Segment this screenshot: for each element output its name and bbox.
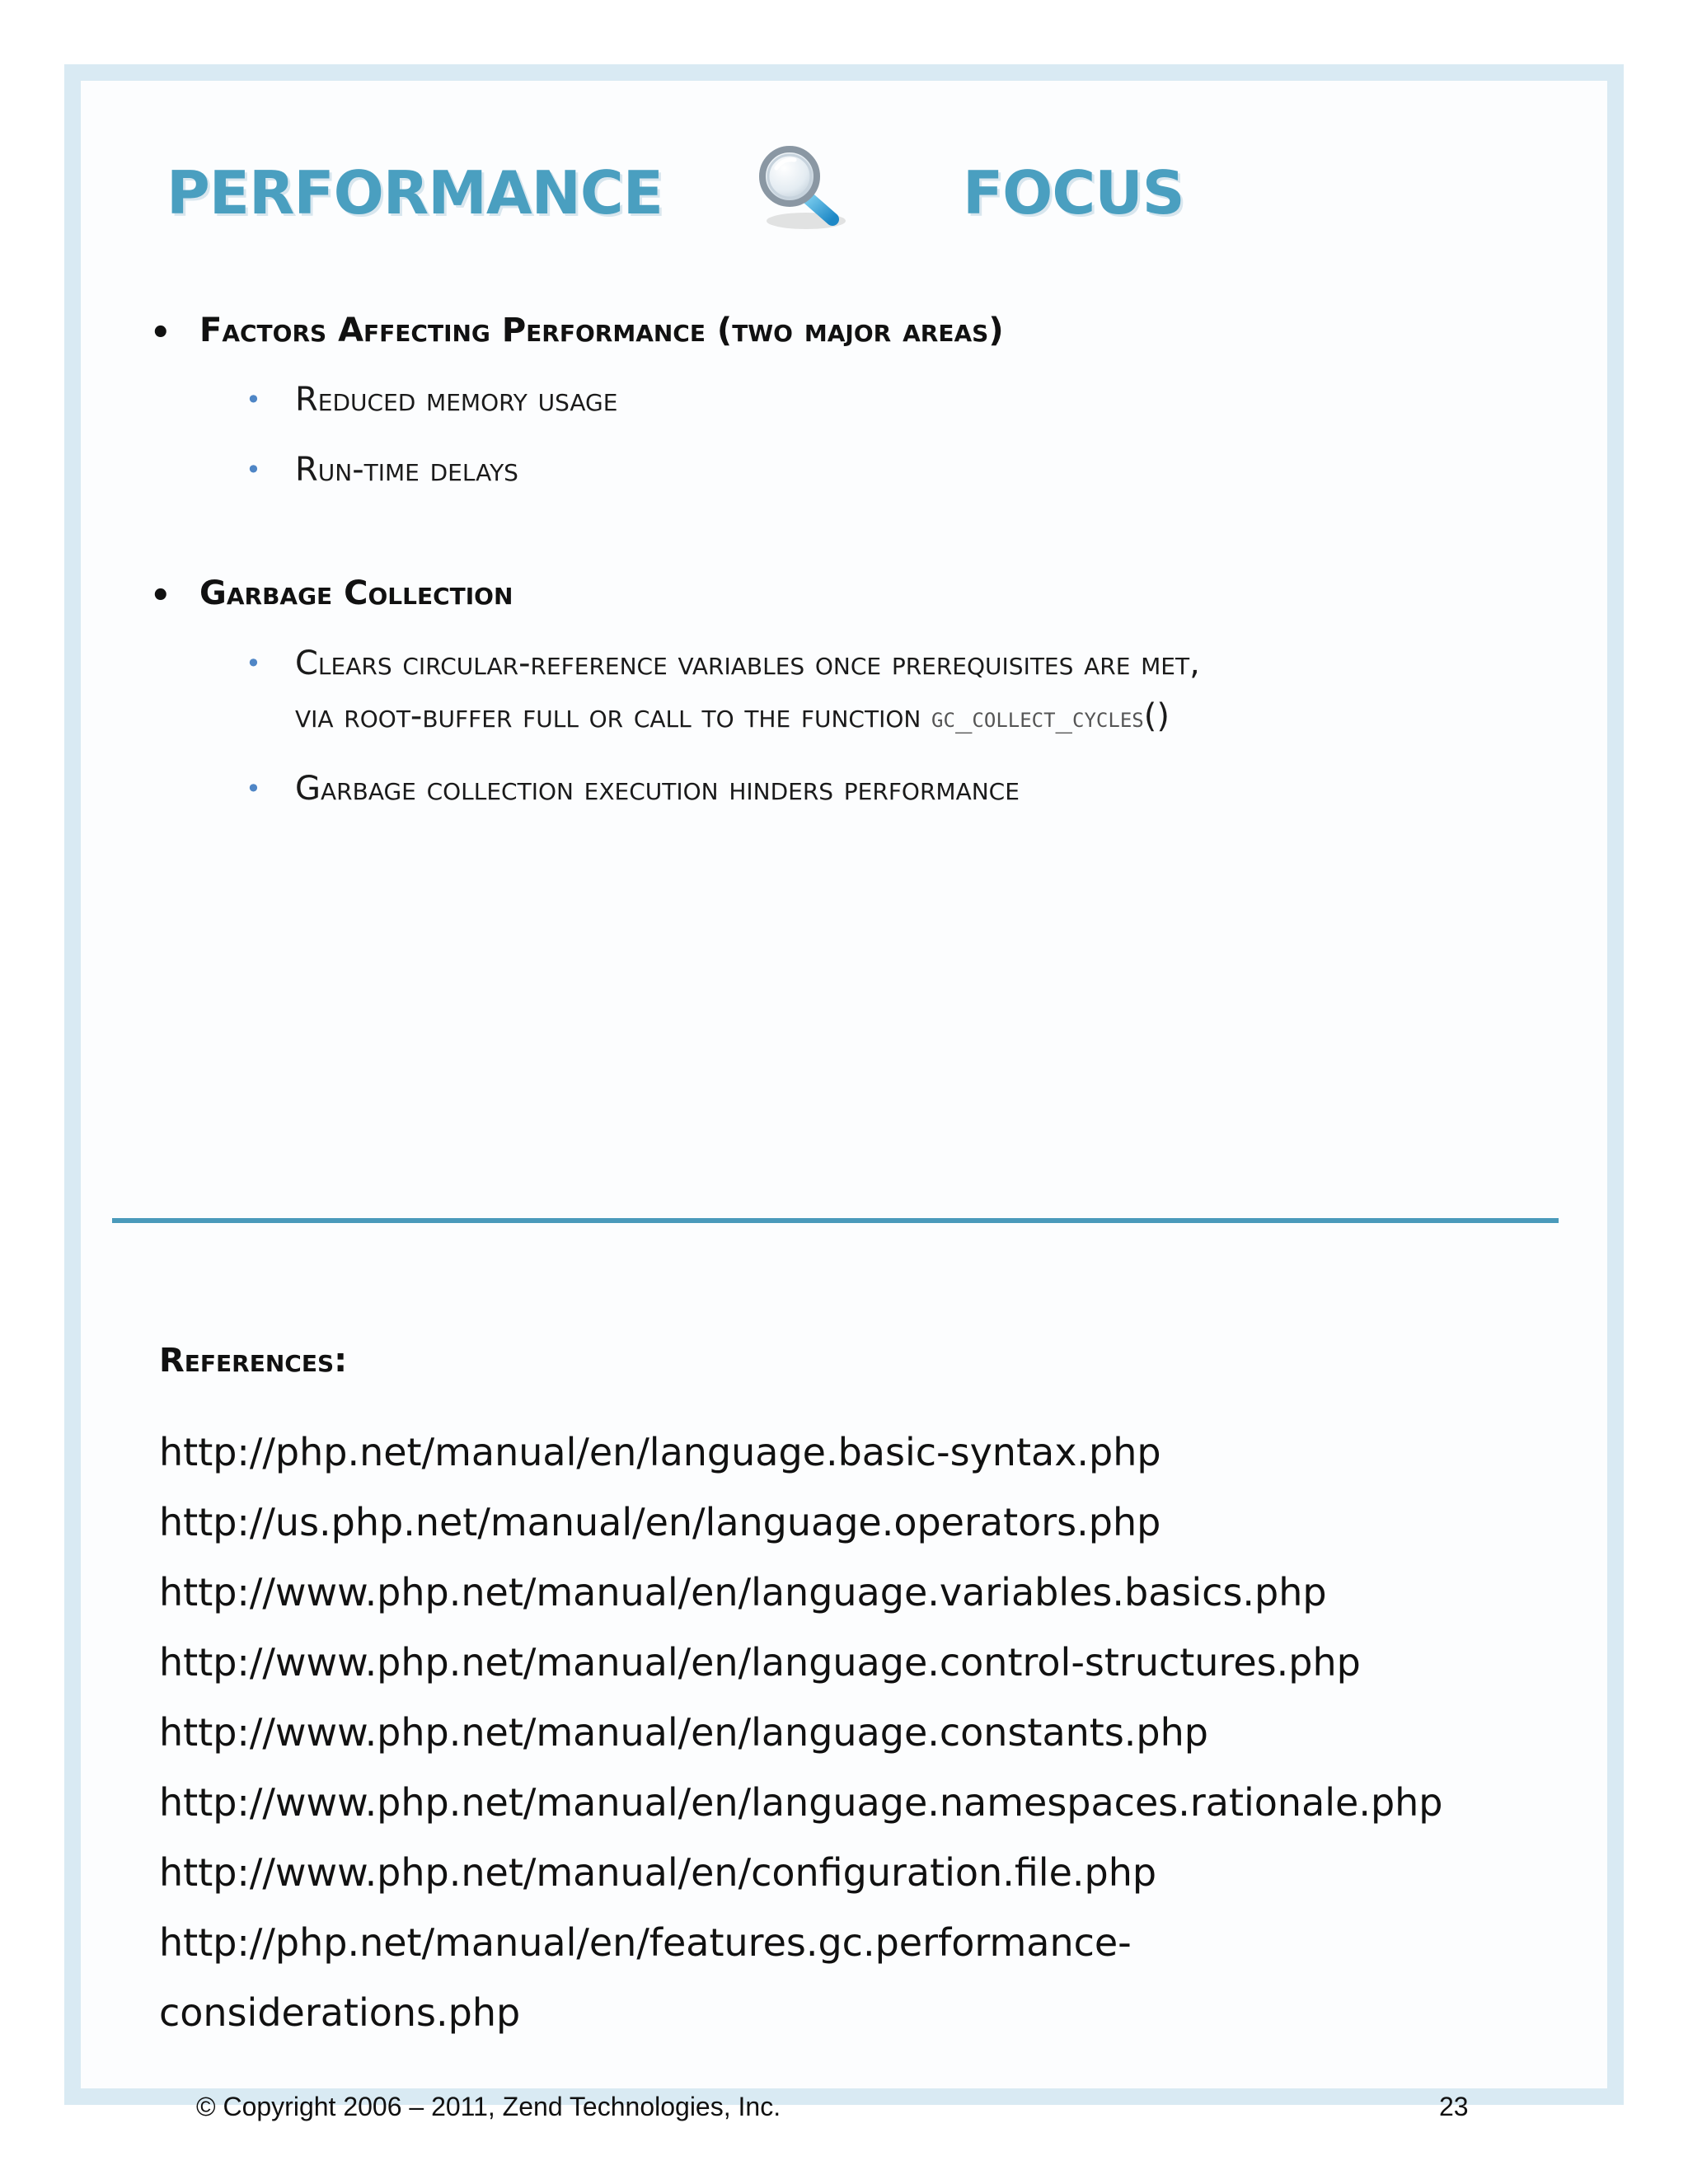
references-heading: References: xyxy=(159,1342,348,1380)
page-title-right: FOCUS xyxy=(963,158,1184,227)
list-item-line: via root-buffer full or call to the function xyxy=(295,697,932,735)
reference-link[interactable]: http://php.net/manual/en/language.basic-syntax.php xyxy=(159,1430,1161,1474)
bullet-icon: • xyxy=(150,577,171,615)
bullet-icon: • xyxy=(246,773,261,804)
page-title-left: PERFORMANCE xyxy=(166,158,663,227)
reference-link-continuation[interactable]: considerations.php xyxy=(159,1990,521,2035)
references-list xyxy=(159,1418,1560,2048)
code-suffix: () xyxy=(1143,697,1170,735)
reference-link[interactable]: http://www.php.net/manual/en/language.constants.php xyxy=(159,1710,1208,1755)
list-item-line: Clears circular-reference variables once prerequisites are met, xyxy=(295,644,1200,682)
reference-link[interactable]: http://www.php.net/manual/en/configuration.file.php xyxy=(159,1850,1157,1895)
reference-link[interactable]: http://www.php.net/manual/en/language.namespaces.rationale.php xyxy=(159,1780,1443,1825)
section-divider xyxy=(112,1218,1559,1223)
bullet-icon: • xyxy=(246,384,261,415)
page-frame: PERFORMANCE FOCUS • Factors Affecting Performance (two major areas) • Reduced memory usage • Run-time delays • Garbage Collection • Clears circular-reference variables once prerequisites are met, via root-buffer full or call to the function gc_collect_cycles() • Garbage collection execution hinders performance References: http://php.net/manual/en/language.basic-syntax.php http://us.php.net/manual/en/language.operators.php http://www.php.net/manual/en/language.variables.basics.php http://www.php.net/manual/en/language.control-structures.php http://www.php.net/manual/en/language.constants.php http://www.php.net/manual/en/language.namespaces.rationale.php http://www.php.net/manual/en/configuration.file.php http://php.net/manual/en/features.gc.performance- considerations.php xyxy=(64,64,1624,2105)
reference-link[interactable]: http://www.php.net/manual/en/language.variables.basics.php xyxy=(159,1570,1327,1615)
bullet-icon: • xyxy=(246,648,261,679)
reference-link[interactable]: http://php.net/manual/en/features.gc.performance- xyxy=(159,1920,1132,1965)
bullet-icon: • xyxy=(246,454,261,485)
function-name-code: gc_collect_cycles xyxy=(931,701,1144,734)
title-row xyxy=(81,81,1607,287)
footer-copyright: © Copyright 2006 – 2011, Zend Technologies, Inc. xyxy=(196,2092,781,2121)
bullet-icon: • xyxy=(150,314,171,352)
page-number: 23 xyxy=(1439,2092,1469,2121)
magnifier-icon xyxy=(748,138,856,237)
reference-link[interactable]: http://www.php.net/manual/en/language.control-structures.php xyxy=(159,1640,1361,1685)
reference-link[interactable]: http://us.php.net/manual/en/language.operators.php xyxy=(159,1500,1161,1544)
